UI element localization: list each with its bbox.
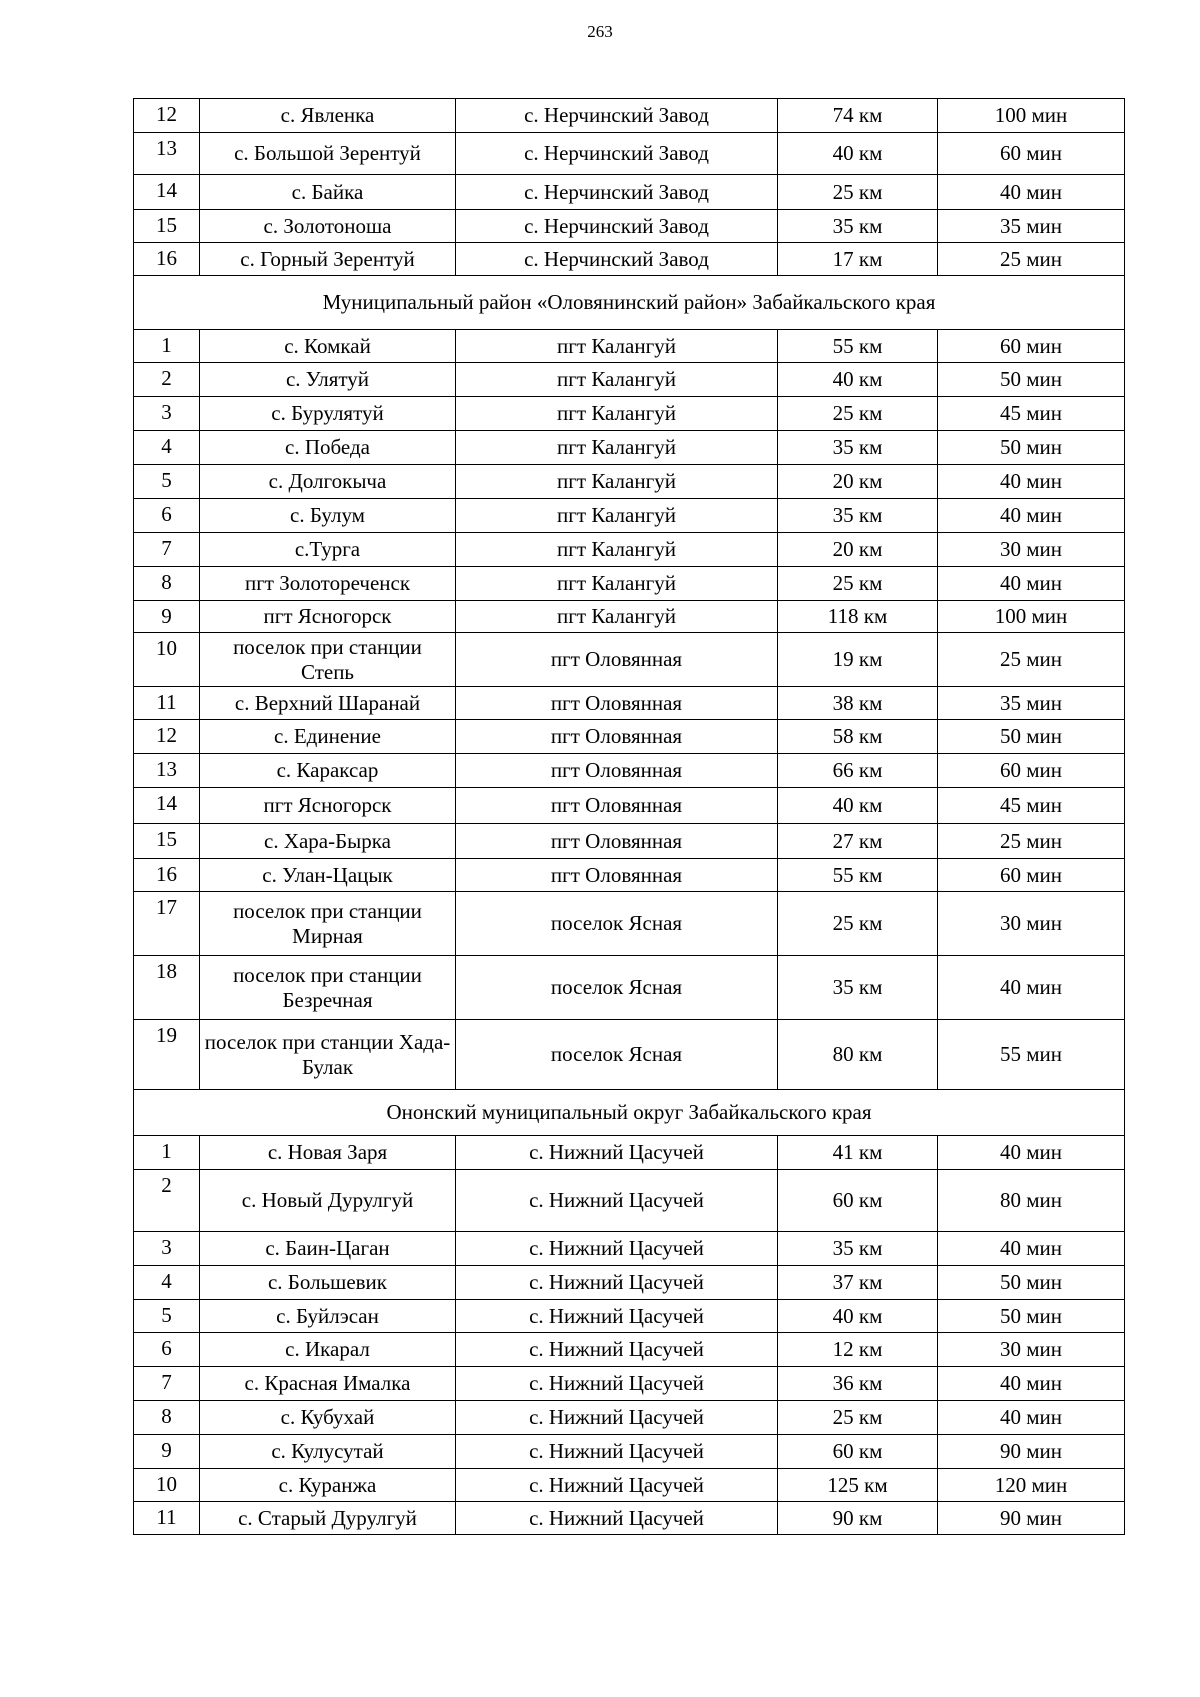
origin-settlement-cell: с. Большой Зерентуй [200,133,456,175]
origin-settlement-cell: с. Верхний Шаранай [200,687,456,720]
destination-cell: пгт Калангуй [456,499,778,533]
distance-cell: 35 км [778,210,938,243]
row-number-cell: 4 [134,1266,200,1300]
distance-cell: 25 км [778,892,938,956]
origin-settlement-cell: с. Улятуй [200,363,456,397]
origin-settlement-cell: с. Бурулятуй [200,397,456,431]
table-row [134,567,1125,601]
destination-cell: пгт Оловянная [456,754,778,788]
travel-time-cell: 60 мин [938,330,1125,363]
travel-time-cell: 40 мин [938,567,1125,601]
travel-time-cell: 90 мин [938,1502,1125,1535]
distance-cell: 40 км [778,363,938,397]
destination-cell: пгт Оловянная [456,788,778,824]
table-body [134,99,1125,1535]
distance-cell: 19 км [778,633,938,687]
distance-cell: 35 км [778,1232,938,1266]
row-number-cell: 5 [134,465,200,499]
row-number-cell: 14 [134,175,200,210]
distance-cell: 90 км [778,1502,938,1535]
travel-time-cell: 40 мин [938,1232,1125,1266]
table-row [134,1435,1125,1469]
origin-settlement-cell: пгт Золотореченск [200,567,456,601]
row-number-cell: 1 [134,330,200,363]
distance-cell: 17 км [778,243,938,276]
origin-settlement-cell: пгт Ясногорск [200,601,456,633]
origin-settlement-cell: с. Кубухай [200,1401,456,1435]
table-row [134,687,1125,720]
distance-cell: 55 км [778,859,938,892]
table-row [134,1333,1125,1367]
destination-cell: пгт Оловянная [456,824,778,859]
destination-cell: с. Нерчинский Завод [456,210,778,243]
distance-cell: 40 км [778,133,938,175]
travel-time-cell: 40 мин [938,1401,1125,1435]
travel-time-cell: 60 мин [938,754,1125,788]
table-row [134,1502,1125,1535]
row-number-cell: 8 [134,567,200,601]
destination-cell: с. Нижний Цасучей [456,1170,778,1232]
origin-settlement-cell: с. Новый Дурулгуй [200,1170,456,1232]
origin-settlement-cell: с. Комкай [200,330,456,363]
table-row [134,788,1125,824]
destination-cell: с. Нижний Цасучей [456,1502,778,1535]
origin-settlement-cell: с. Горный Зерентуй [200,243,456,276]
table-row [134,533,1125,567]
destination-cell: с. Нерчинский Завод [456,243,778,276]
origin-settlement-cell: с. Единение [200,720,456,754]
settlements-table [133,98,1125,1535]
distance-cell: 35 км [778,499,938,533]
table-row [134,499,1125,533]
destination-cell: поселок Ясная [456,892,778,956]
origin-settlement-cell: с. Икарал [200,1333,456,1367]
destination-cell: с. Нижний Цасучей [456,1136,778,1170]
table-row [134,1020,1125,1090]
origin-settlement-cell: с. Красная Ималка [200,1367,456,1401]
distance-cell: 27 км [778,824,938,859]
row-number-cell: 1 [134,1136,200,1170]
table-row [134,363,1125,397]
distance-cell: 25 км [778,1401,938,1435]
distance-cell: 125 км [778,1469,938,1502]
origin-settlement-cell: с. Победа [200,431,456,465]
table-row [134,1401,1125,1435]
origin-settlement-cell: пгт Ясногорск [200,788,456,824]
destination-cell: с. Нижний Цасучей [456,1232,778,1266]
origin-settlement-cell: с. Золотоноша [200,210,456,243]
origin-settlement-cell: с. Новая Заря [200,1136,456,1170]
distance-cell: 36 км [778,1367,938,1401]
section-header-row [134,276,1125,330]
table-row [134,720,1125,754]
origin-settlement-cell: поселок при станции Степь [200,633,456,687]
origin-settlement-cell: с. Старый Дурулгуй [200,1502,456,1535]
origin-settlement-cell: с. Буйлэсан [200,1300,456,1333]
distance-cell: 38 км [778,687,938,720]
origin-settlement-cell: с. Булум [200,499,456,533]
travel-time-cell: 100 мин [938,99,1125,133]
origin-settlement-cell: с. Хара-Бырка [200,824,456,859]
row-number-cell: 15 [134,824,200,859]
destination-cell: пгт Калангуй [456,533,778,567]
row-number-cell: 10 [134,1469,200,1502]
destination-cell: с. Нижний Цасучей [456,1266,778,1300]
travel-time-cell: 35 мин [938,210,1125,243]
table-row [134,465,1125,499]
distance-cell: 80 км [778,1020,938,1090]
row-number-cell: 2 [134,1170,200,1232]
table-row [134,754,1125,788]
row-number-cell: 2 [134,363,200,397]
travel-time-cell: 60 мин [938,133,1125,175]
distance-cell: 40 км [778,788,938,824]
travel-time-cell: 90 мин [938,1435,1125,1469]
row-number-cell: 6 [134,1333,200,1367]
table-row [134,859,1125,892]
distance-cell: 25 км [778,567,938,601]
travel-time-cell: 80 мин [938,1170,1125,1232]
table-row [134,1469,1125,1502]
distance-cell: 60 км [778,1435,938,1469]
row-number-cell: 12 [134,99,200,133]
table-row [134,330,1125,363]
row-number-cell: 9 [134,1435,200,1469]
row-number-cell: 15 [134,210,200,243]
row-number-cell: 17 [134,892,200,956]
travel-time-cell: 40 мин [938,499,1125,533]
travel-time-cell: 35 мин [938,687,1125,720]
table-row [134,633,1125,687]
travel-time-cell: 25 мин [938,633,1125,687]
destination-cell: пгт Калангуй [456,601,778,633]
destination-cell: с. Нижний Цасучей [456,1401,778,1435]
distance-cell: 12 км [778,1333,938,1367]
row-number-cell: 12 [134,720,200,754]
destination-cell: с. Нижний Цасучей [456,1333,778,1367]
travel-time-cell: 60 мин [938,859,1125,892]
travel-time-cell: 120 мин [938,1469,1125,1502]
origin-settlement-cell: с. Большевик [200,1266,456,1300]
travel-time-cell: 100 мин [938,601,1125,633]
destination-cell: пгт Оловянная [456,720,778,754]
row-number-cell: 13 [134,133,200,175]
destination-cell: пгт Калангуй [456,567,778,601]
destination-cell: пгт Оловянная [456,633,778,687]
travel-time-cell: 25 мин [938,243,1125,276]
table-row [134,601,1125,633]
row-number-cell: 19 [134,1020,200,1090]
row-number-cell: 8 [134,1401,200,1435]
row-number-cell: 16 [134,243,200,276]
distance-cell: 74 км [778,99,938,133]
destination-cell: с. Нерчинский Завод [456,133,778,175]
row-number-cell: 10 [134,633,200,687]
distance-cell: 35 км [778,956,938,1020]
destination-cell: с. Нижний Цасучей [456,1469,778,1502]
destination-cell: с. Нерчинский Завод [456,175,778,210]
row-number-cell: 7 [134,1367,200,1401]
page-number: 263 [587,22,613,41]
distance-cell: 20 км [778,533,938,567]
travel-time-cell: 30 мин [938,1333,1125,1367]
travel-time-cell: 50 мин [938,431,1125,465]
travel-time-cell: 40 мин [938,1136,1125,1170]
travel-time-cell: 45 мин [938,788,1125,824]
row-number-cell: 6 [134,499,200,533]
destination-cell: пгт Калангуй [456,363,778,397]
table-row [134,397,1125,431]
destination-cell: с. Нижний Цасучей [456,1435,778,1469]
table-row [134,1170,1125,1232]
destination-cell: поселок Ясная [456,1020,778,1090]
table-row [134,243,1125,276]
travel-time-cell: 55 мин [938,1020,1125,1090]
distance-cell: 55 км [778,330,938,363]
row-number-cell: 9 [134,601,200,633]
distance-cell: 58 км [778,720,938,754]
origin-settlement-cell: с. Байка [200,175,456,210]
table-row [134,1367,1125,1401]
section-header-row [134,1090,1125,1136]
table-row [134,133,1125,175]
origin-settlement-cell: с. Улан-Цацык [200,859,456,892]
destination-cell: с. Нижний Цасучей [456,1300,778,1333]
destination-cell: пгт Калангуй [456,431,778,465]
distance-cell: 60 км [778,1170,938,1232]
table-row [134,175,1125,210]
table-row [134,210,1125,243]
travel-time-cell: 50 мин [938,363,1125,397]
origin-settlement-cell: с. Куранжа [200,1469,456,1502]
origin-settlement-cell: поселок при станции Мирная [200,892,456,956]
destination-cell: пгт Калангуй [456,330,778,363]
table-row [134,1266,1125,1300]
distance-cell: 25 км [778,175,938,210]
distance-cell: 40 км [778,1300,938,1333]
travel-time-cell: 50 мин [938,1266,1125,1300]
table-row [134,1300,1125,1333]
destination-cell: с. Нижний Цасучей [456,1367,778,1401]
destination-cell: пгт Калангуй [456,465,778,499]
travel-time-cell: 40 мин [938,175,1125,210]
row-number-cell: 11 [134,1502,200,1535]
row-number-cell: 4 [134,431,200,465]
travel-time-cell: 30 мин [938,892,1125,956]
distance-cell: 25 км [778,397,938,431]
row-number-cell: 3 [134,1232,200,1266]
table-row [134,824,1125,859]
destination-cell: поселок Ясная [456,956,778,1020]
destination-cell: пгт Калангуй [456,397,778,431]
row-number-cell: 5 [134,1300,200,1333]
distance-cell: 20 км [778,465,938,499]
distance-cell: 118 км [778,601,938,633]
distance-cell: 41 км [778,1136,938,1170]
origin-settlement-cell: поселок при станции Безречная [200,956,456,1020]
origin-settlement-cell: поселок при станции Хада-Булак [200,1020,456,1090]
origin-settlement-cell: с. Караксар [200,754,456,788]
distance-cell: 35 км [778,431,938,465]
origin-settlement-cell: с. Явленка [200,99,456,133]
travel-time-cell: 50 мин [938,720,1125,754]
table-row [134,892,1125,956]
row-number-cell: 14 [134,788,200,824]
origin-settlement-cell: с.Турга [200,533,456,567]
travel-time-cell: 40 мин [938,1367,1125,1401]
table-row [134,99,1125,133]
row-number-cell: 18 [134,956,200,1020]
travel-time-cell: 40 мин [938,956,1125,1020]
distance-cell: 37 км [778,1266,938,1300]
destination-cell: с. Нерчинский Завод [456,99,778,133]
travel-time-cell: 45 мин [938,397,1125,431]
row-number-cell: 11 [134,687,200,720]
destination-cell: пгт Оловянная [456,859,778,892]
table-row [134,956,1125,1020]
travel-time-cell: 40 мин [938,465,1125,499]
travel-time-cell: 25 мин [938,824,1125,859]
row-number-cell: 16 [134,859,200,892]
row-number-cell: 13 [134,754,200,788]
destination-cell: пгт Оловянная [456,687,778,720]
origin-settlement-cell: с. Кулусутай [200,1435,456,1469]
travel-time-cell: 50 мин [938,1300,1125,1333]
origin-settlement-cell: с. Баин-Цаган [200,1232,456,1266]
table-row [134,1136,1125,1170]
table-row [134,1232,1125,1266]
row-number-cell: 7 [134,533,200,567]
section-title: Ононский муниципальный округ Забайкальского края [134,1090,1125,1136]
distance-cell: 66 км [778,754,938,788]
origin-settlement-cell: с. Долгокыча [200,465,456,499]
row-number-cell: 3 [134,397,200,431]
travel-time-cell: 30 мин [938,533,1125,567]
table-row [134,431,1125,465]
section-title: Муниципальный район «Оловянинский район» Забайкальского края [134,276,1125,330]
